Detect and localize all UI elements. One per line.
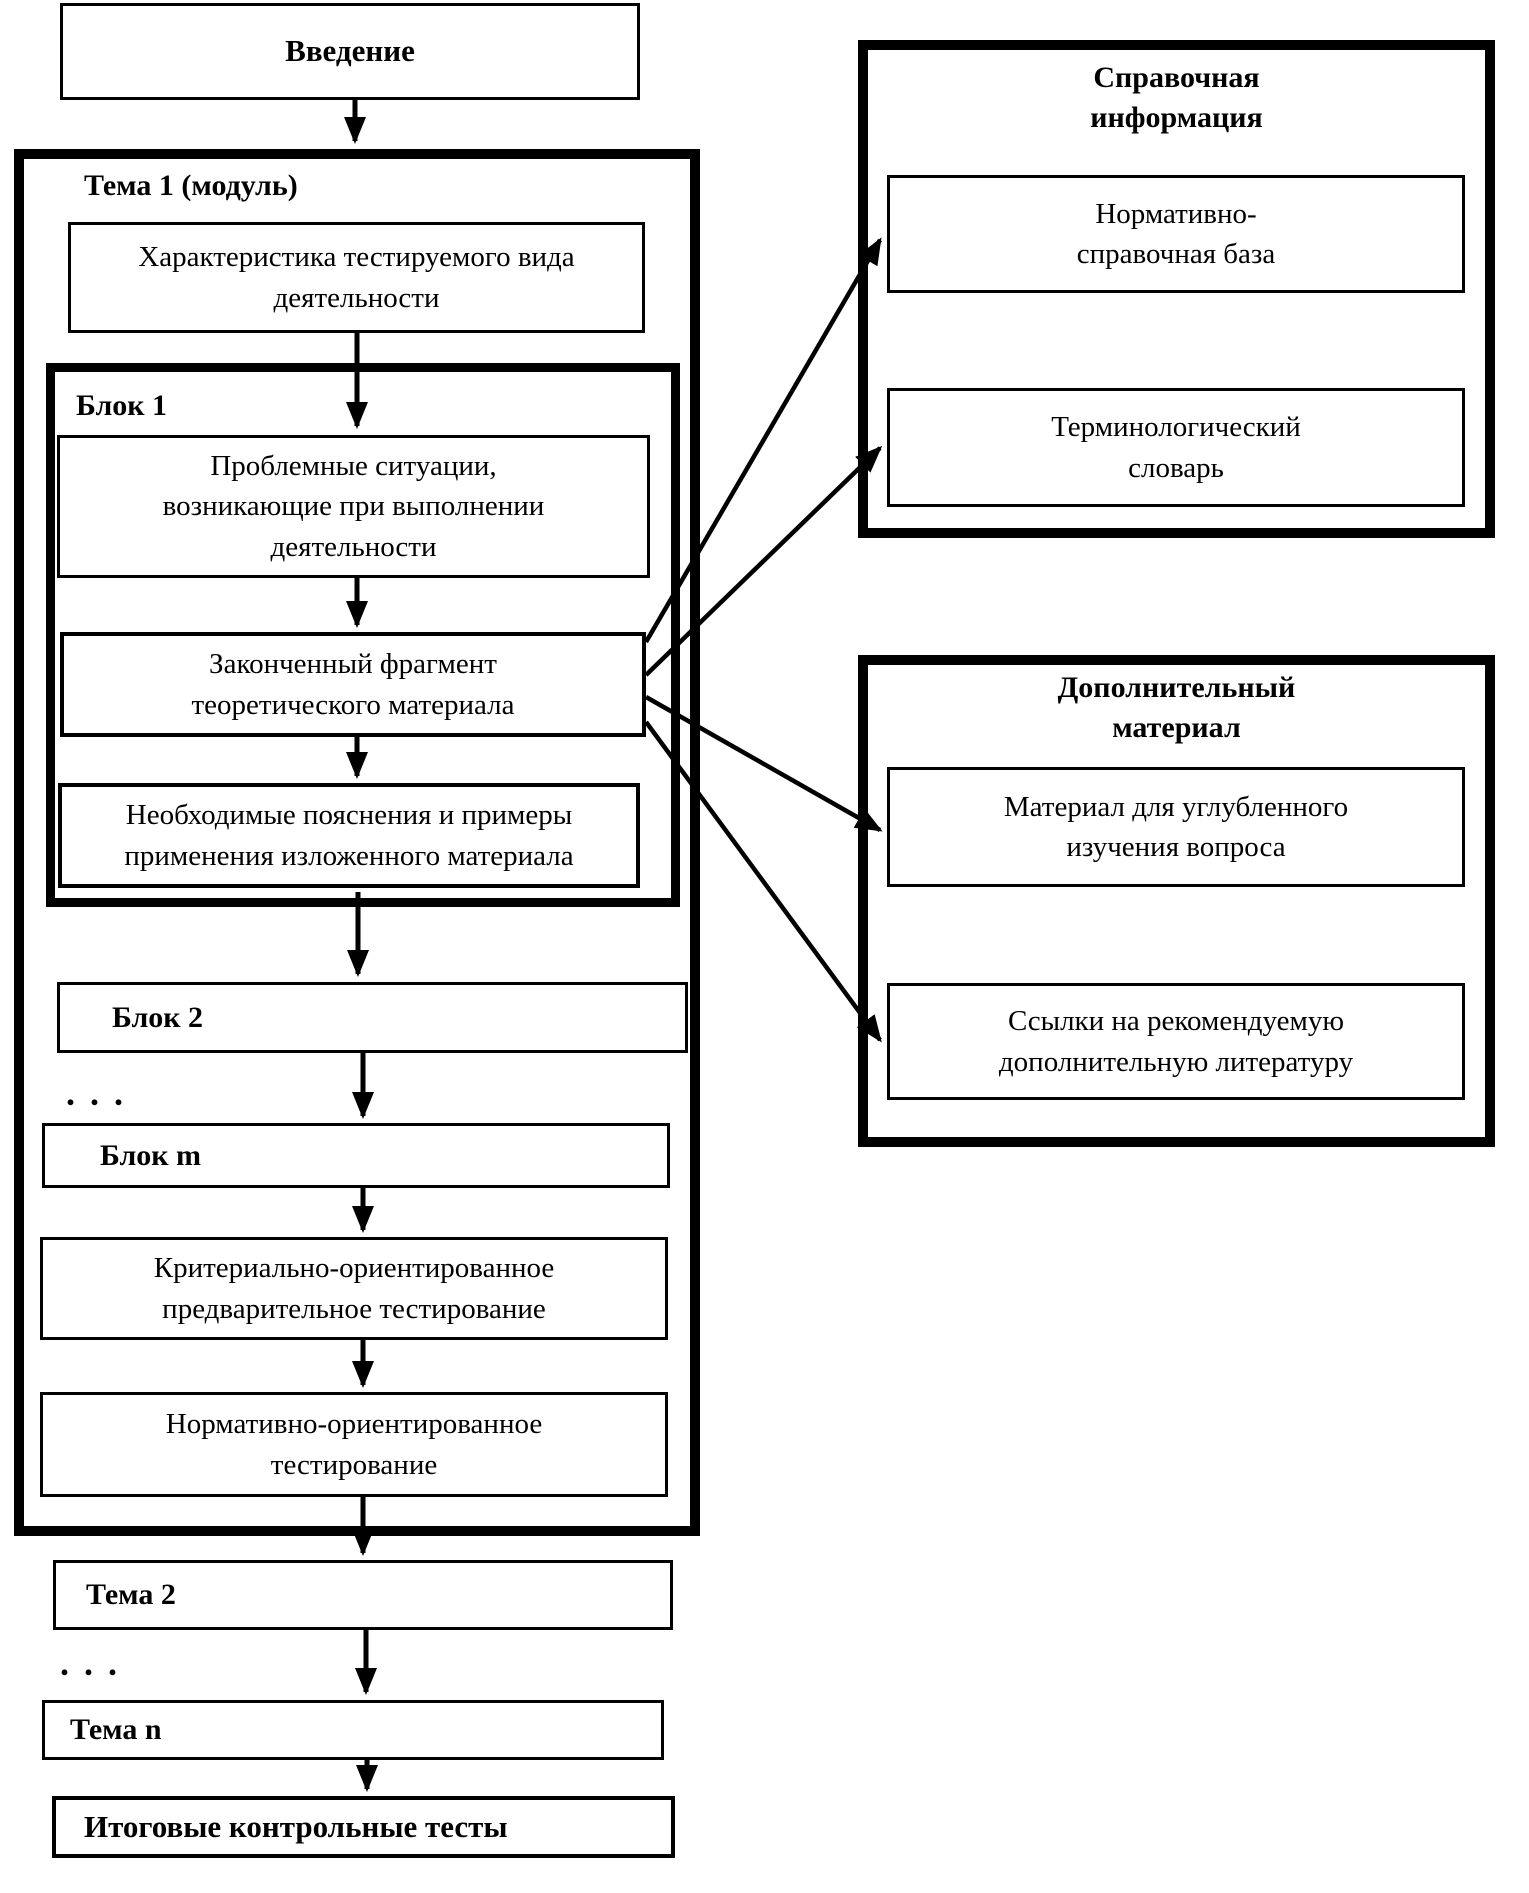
node-final-tests-label: Итоговые контрольные тесты (84, 1808, 508, 1844)
node-indepth-material-line1: Материал для углубленного (1003, 790, 1349, 823)
node-problem-situations-line3: деятельности (270, 530, 437, 563)
additional-material-title (868, 668, 1485, 747)
node-activity-characteristic-line2: деятельности (273, 281, 440, 314)
additional-material-title-line2: материал (1112, 710, 1241, 744)
node-theory-fragment (60, 632, 646, 737)
node-theory-fragment-line2: теоретического материала (191, 688, 515, 721)
node-indepth-material (887, 767, 1465, 887)
node-tema2 (53, 1560, 673, 1630)
node-introduction (60, 3, 640, 100)
reference-info-title-line1: Справочная (1093, 61, 1260, 94)
node-normative-reference-base-line2: справочная база (1076, 238, 1276, 270)
node-norm-testing-line2: тестирование (270, 1448, 438, 1481)
node-problem-situations (57, 435, 650, 578)
node-criterion-pretesting-line1: Критериально-ориентированное (153, 1252, 555, 1285)
node-explanations-examples-line2: применения изложенного материала (124, 839, 574, 872)
node-criterion-pretesting (40, 1237, 668, 1340)
reference-info-title (868, 58, 1485, 137)
node-problem-situations-line1: Проблемные ситуации, (210, 450, 497, 483)
node-theory-fragment-line1: Законченный фрагмент (209, 648, 497, 681)
node-explanations-examples-line1: Необходимые пояснения и примеры (125, 799, 573, 832)
node-tema2-label: Тема 2 (86, 1578, 176, 1612)
node-norm-testing (40, 1392, 668, 1497)
node-recommended-literature (887, 983, 1465, 1100)
node-blokm-label: Блок m (100, 1138, 202, 1172)
additional-material-title-line1: Дополнительный (1057, 671, 1296, 704)
node-recommended-literature-line2: дополнительную литературу (998, 1045, 1354, 1078)
node-normative-reference-base (887, 175, 1465, 293)
node-introduction-label: Введение (285, 33, 415, 69)
node-teman-label: Тема n (70, 1713, 162, 1747)
node-blok2-label: Блок 2 (112, 1000, 204, 1034)
blok1-label: Блок 1 (76, 389, 168, 422)
node-blokm (42, 1123, 670, 1188)
node-norm-testing-line1: Нормативно-ориентированное (165, 1408, 543, 1441)
node-blok2 (57, 982, 688, 1053)
node-indepth-material-line2: изучения вопроса (1066, 831, 1286, 863)
node-activity-characteristic (68, 222, 645, 333)
node-teman (42, 1700, 664, 1760)
node-problem-situations-line2: возникающие при выполнении (162, 490, 545, 523)
node-explanations-examples (58, 783, 640, 888)
node-recommended-literature-line1: Ссылки на рекомендуемую (1008, 1005, 1344, 1038)
tema1-module-label: Тема 1 (модуль) (84, 169, 298, 202)
node-normative-reference-base-line1: Нормативно- (1095, 197, 1257, 230)
node-terminology-dictionary-line2: словарь (1128, 451, 1224, 484)
node-terminology-dictionary-line1: Терминологический (1051, 411, 1301, 444)
ellipsis-between-bloks: . . . (66, 1073, 126, 1113)
node-criterion-pretesting-line2: предварительное тестирование (162, 1292, 546, 1325)
node-final-tests (52, 1796, 675, 1858)
node-activity-characteristic-line1: Характеристика тестируемого вида (138, 241, 575, 274)
reference-info-title-line2: информация (1090, 100, 1263, 134)
node-terminology-dictionary (887, 388, 1465, 507)
ellipsis-between-temas: . . . (60, 1643, 120, 1683)
